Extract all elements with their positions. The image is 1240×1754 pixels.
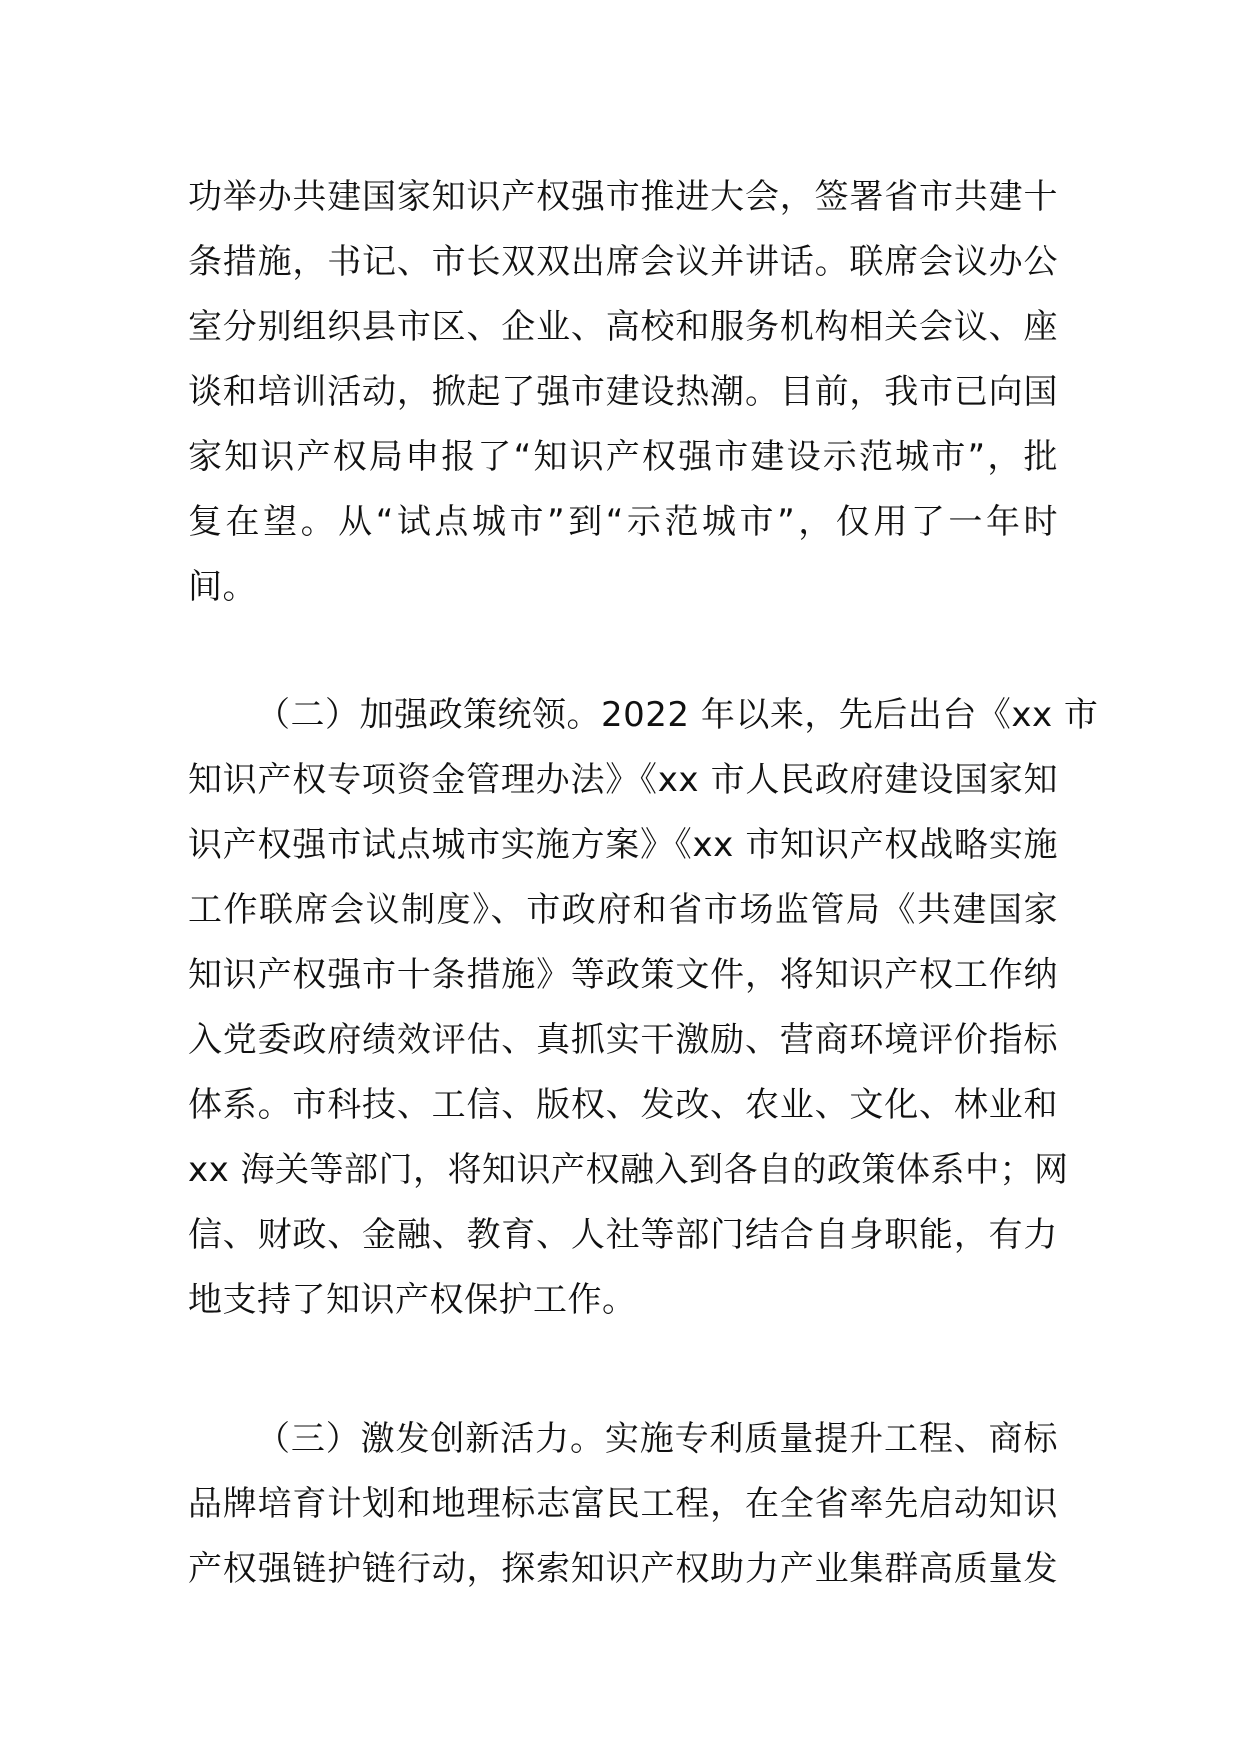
text-line: 工作联席会议制度》、市政府和省市场监管局《共建国家 — [188, 890, 1058, 930]
text-line: 入党委政府绩效评估、真抓实干激励、营商环境评价指标 — [188, 1020, 1058, 1060]
text-line: 信、财政、金融、教育、人社等部门结合自身职能，有力 — [188, 1215, 1058, 1255]
paragraph-section-3 — [188, 1407, 1058, 1602]
section-heading-line: （二）加强政策统领。2022 年以来，先后出台《xx 市 — [256, 695, 1099, 735]
text-line: 功举办共建国家知识产权强市推进大会，签署省市共建十 — [188, 177, 1058, 217]
text-line: 地支持了知识产权保护工作。 — [188, 1280, 637, 1320]
paragraph-section-2 — [188, 683, 1099, 1333]
text-line: 复在望。从“试点城市”到“示范城市”，仅用了一年时 — [188, 502, 1058, 542]
text-line: 谈和培训活动，掀起了强市建设热潮。目前，我市已向国 — [188, 372, 1058, 412]
text-line: 室分别组织县市区、企业、高校和服务机构相关会议、座 — [188, 307, 1058, 347]
text-line: 产权强链护链行动，探索知识产权助力产业集群高质量发 — [188, 1549, 1058, 1589]
paragraph-continuation — [188, 165, 1058, 620]
section-heading-line: （三）激发创新活力。实施专利质量提升工程、商标 — [256, 1419, 1058, 1459]
text-line: 体系。市科技、工信、版权、发改、农业、文化、林业和 — [188, 1085, 1058, 1125]
text-line: 知识产权强市十条措施》等政策文件，将知识产权工作纳 — [188, 955, 1058, 995]
text-line: 识产权强市试点城市实施方案》《xx 市知识产权战略实施 — [188, 825, 1058, 865]
text-line: xx 海关等部门，将知识产权融入到各自的政策体系中；网 — [188, 1150, 1069, 1190]
text-line: 条措施，书记、市长双双出席会议并讲话。联席会议办公 — [188, 242, 1058, 282]
text-line: 知识产权专项资金管理办法》《xx 市人民政府建设国家知 — [188, 760, 1058, 800]
text-line: 间。 — [188, 567, 257, 607]
text-line: 品牌培育计划和地理标志富民工程，在全省率先启动知识 — [188, 1484, 1058, 1524]
text-line: 家知识产权局申报了“知识产权强市建设示范城市”，批 — [188, 437, 1058, 477]
